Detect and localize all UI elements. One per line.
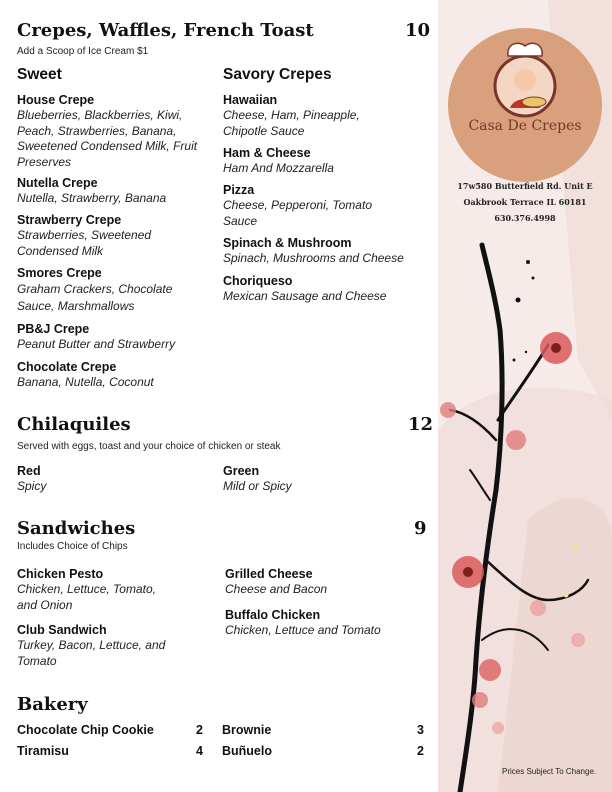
bakery-price-chocolate-chip-cookie: 2 (196, 723, 203, 737)
sandwiches-note: Includes Choice of Chips (17, 541, 128, 552)
item-name: Green (223, 464, 260, 478)
item-description: Mexican Sausage and Cheese (223, 289, 387, 303)
item-description: Ham And Mozzarella (223, 161, 334, 175)
item-description: Chicken, Lettuce and Tomato (225, 623, 381, 637)
bakery-price-bunuelo: 2 (417, 744, 424, 758)
menu-item-nutella-crepe (17, 176, 217, 207)
decorative-sidebar (438, 0, 612, 792)
menu-item-hawaiian (223, 93, 383, 139)
chef-logo-icon (448, 28, 602, 182)
menu-item-smores-crepe (17, 266, 192, 315)
chilaquiles-price: 12 (408, 414, 434, 435)
item-name: Ham & Cheese (223, 146, 311, 160)
item-description: Cheese, Pepperoni, Tomato Sauce (223, 198, 372, 228)
crepes-price: 10 (405, 20, 431, 41)
bakery-price-brownie: 3 (417, 723, 424, 737)
item-description: Nutella, Strawberry, Banana (17, 191, 167, 205)
menu-item-club-sandwich (17, 623, 187, 669)
logo-wordmark: Casa De Crepes (468, 118, 582, 134)
bakery-title: Bakery (17, 694, 88, 715)
menu-item-spinach-mushroom (223, 236, 428, 267)
item-description: Cheese, Ham, Pineapple, Chipotle Sauce (223, 108, 360, 138)
item-description: Mild or Spicy (223, 479, 292, 493)
item-description: Strawberries, Sweetened Condensed Milk (17, 228, 152, 258)
prices-disclaimer: Prices Subject To Change. (502, 767, 597, 776)
item-description: Chicken, Lettuce, Tomato, and Onion (17, 582, 156, 612)
item-description: Graham Crackers, Chocolate Sauce, Marshmallows (17, 282, 173, 313)
menu-item-pizza (223, 183, 398, 229)
chilaquiles-title: Chilaquiles (17, 414, 131, 435)
item-description: Peanut Butter and Strawberry (17, 337, 176, 351)
item-description: Banana, Nutella, Coconut (17, 375, 154, 389)
item-name: Hawaiian (223, 93, 278, 107)
menu-item-ham-cheese (223, 146, 423, 177)
item-name: Grilled Cheese (225, 567, 313, 581)
menu-item-red (17, 464, 207, 495)
address-line-2: Oakbrook Terrace IL 60181 (463, 197, 587, 207)
bakery-item-bunuelo: Buñuelo (222, 744, 272, 758)
phone-number: 630.376.4998 (494, 213, 556, 223)
item-description: Turkey, Bacon, Lettuce, and Tomato (17, 638, 166, 668)
address-line-1: 17w580 Butterfield Rd. Unit E (457, 181, 593, 191)
item-name: House Crepe (17, 93, 95, 107)
logo-badge (448, 28, 602, 182)
chilaquiles-note: Served with eggs, toast and your choice of chicken or steak (17, 441, 281, 452)
bakery-item-tiramisu: Tiramisu (17, 744, 69, 758)
item-name: Chicken Pesto (17, 567, 104, 581)
menu-item-choriqueso (223, 274, 428, 305)
item-description: Cheese and Bacon (225, 582, 328, 596)
sandwiches-title: Sandwiches (17, 518, 136, 539)
crepes-note: Add a Scoop of Ice Cream $1 (17, 46, 149, 57)
menu-item-chicken-pesto (17, 567, 177, 613)
bakery-item-brownie: Brownie (222, 723, 272, 737)
item-description: Blueberries, Blackberries, Kiwi, Peach, Strawberries, Banana, Sweetened Condensed Milk, Fruit Preserves (17, 108, 198, 169)
menu-item-strawberry-crepe (17, 213, 182, 259)
bakery-item-chocolate-chip-cookie: Chocolate Chip Cookie (17, 723, 154, 737)
savory-heading: Savory Crepes (223, 66, 332, 83)
menu-item-green (223, 464, 413, 495)
item-name: Spinach & Mushroom (223, 236, 352, 250)
bakery-price-tiramisu: 4 (196, 744, 203, 758)
menu-item-pbj-crepe (17, 322, 217, 353)
item-name: Pizza (223, 183, 255, 197)
menu-item-chocolate-crepe (17, 360, 217, 391)
item-name: Strawberry Crepe (17, 213, 122, 227)
item-name: Chocolate Crepe (17, 360, 117, 374)
menu-item-grilled-cheese (225, 567, 425, 598)
item-name: Red (17, 464, 41, 478)
item-name: Smores Crepe (17, 266, 102, 280)
menu-item-house-crepe (17, 93, 217, 170)
item-description: Spicy (17, 479, 47, 493)
item-name: Nutella Crepe (17, 176, 98, 190)
item-description: Spinach, Mushrooms and Cheese (223, 251, 404, 265)
menu-item-buffalo-chicken (225, 608, 425, 639)
item-name: Choriqueso (223, 274, 293, 288)
item-name: PB&J Crepe (17, 322, 90, 336)
sweet-heading: Sweet (17, 66, 62, 83)
item-name: Club Sandwich (17, 623, 107, 637)
item-name: Buffalo Chicken (225, 608, 321, 622)
sandwiches-price: 9 (414, 518, 427, 539)
crepes-title: Crepes, Waffles, French Toast (17, 20, 314, 41)
